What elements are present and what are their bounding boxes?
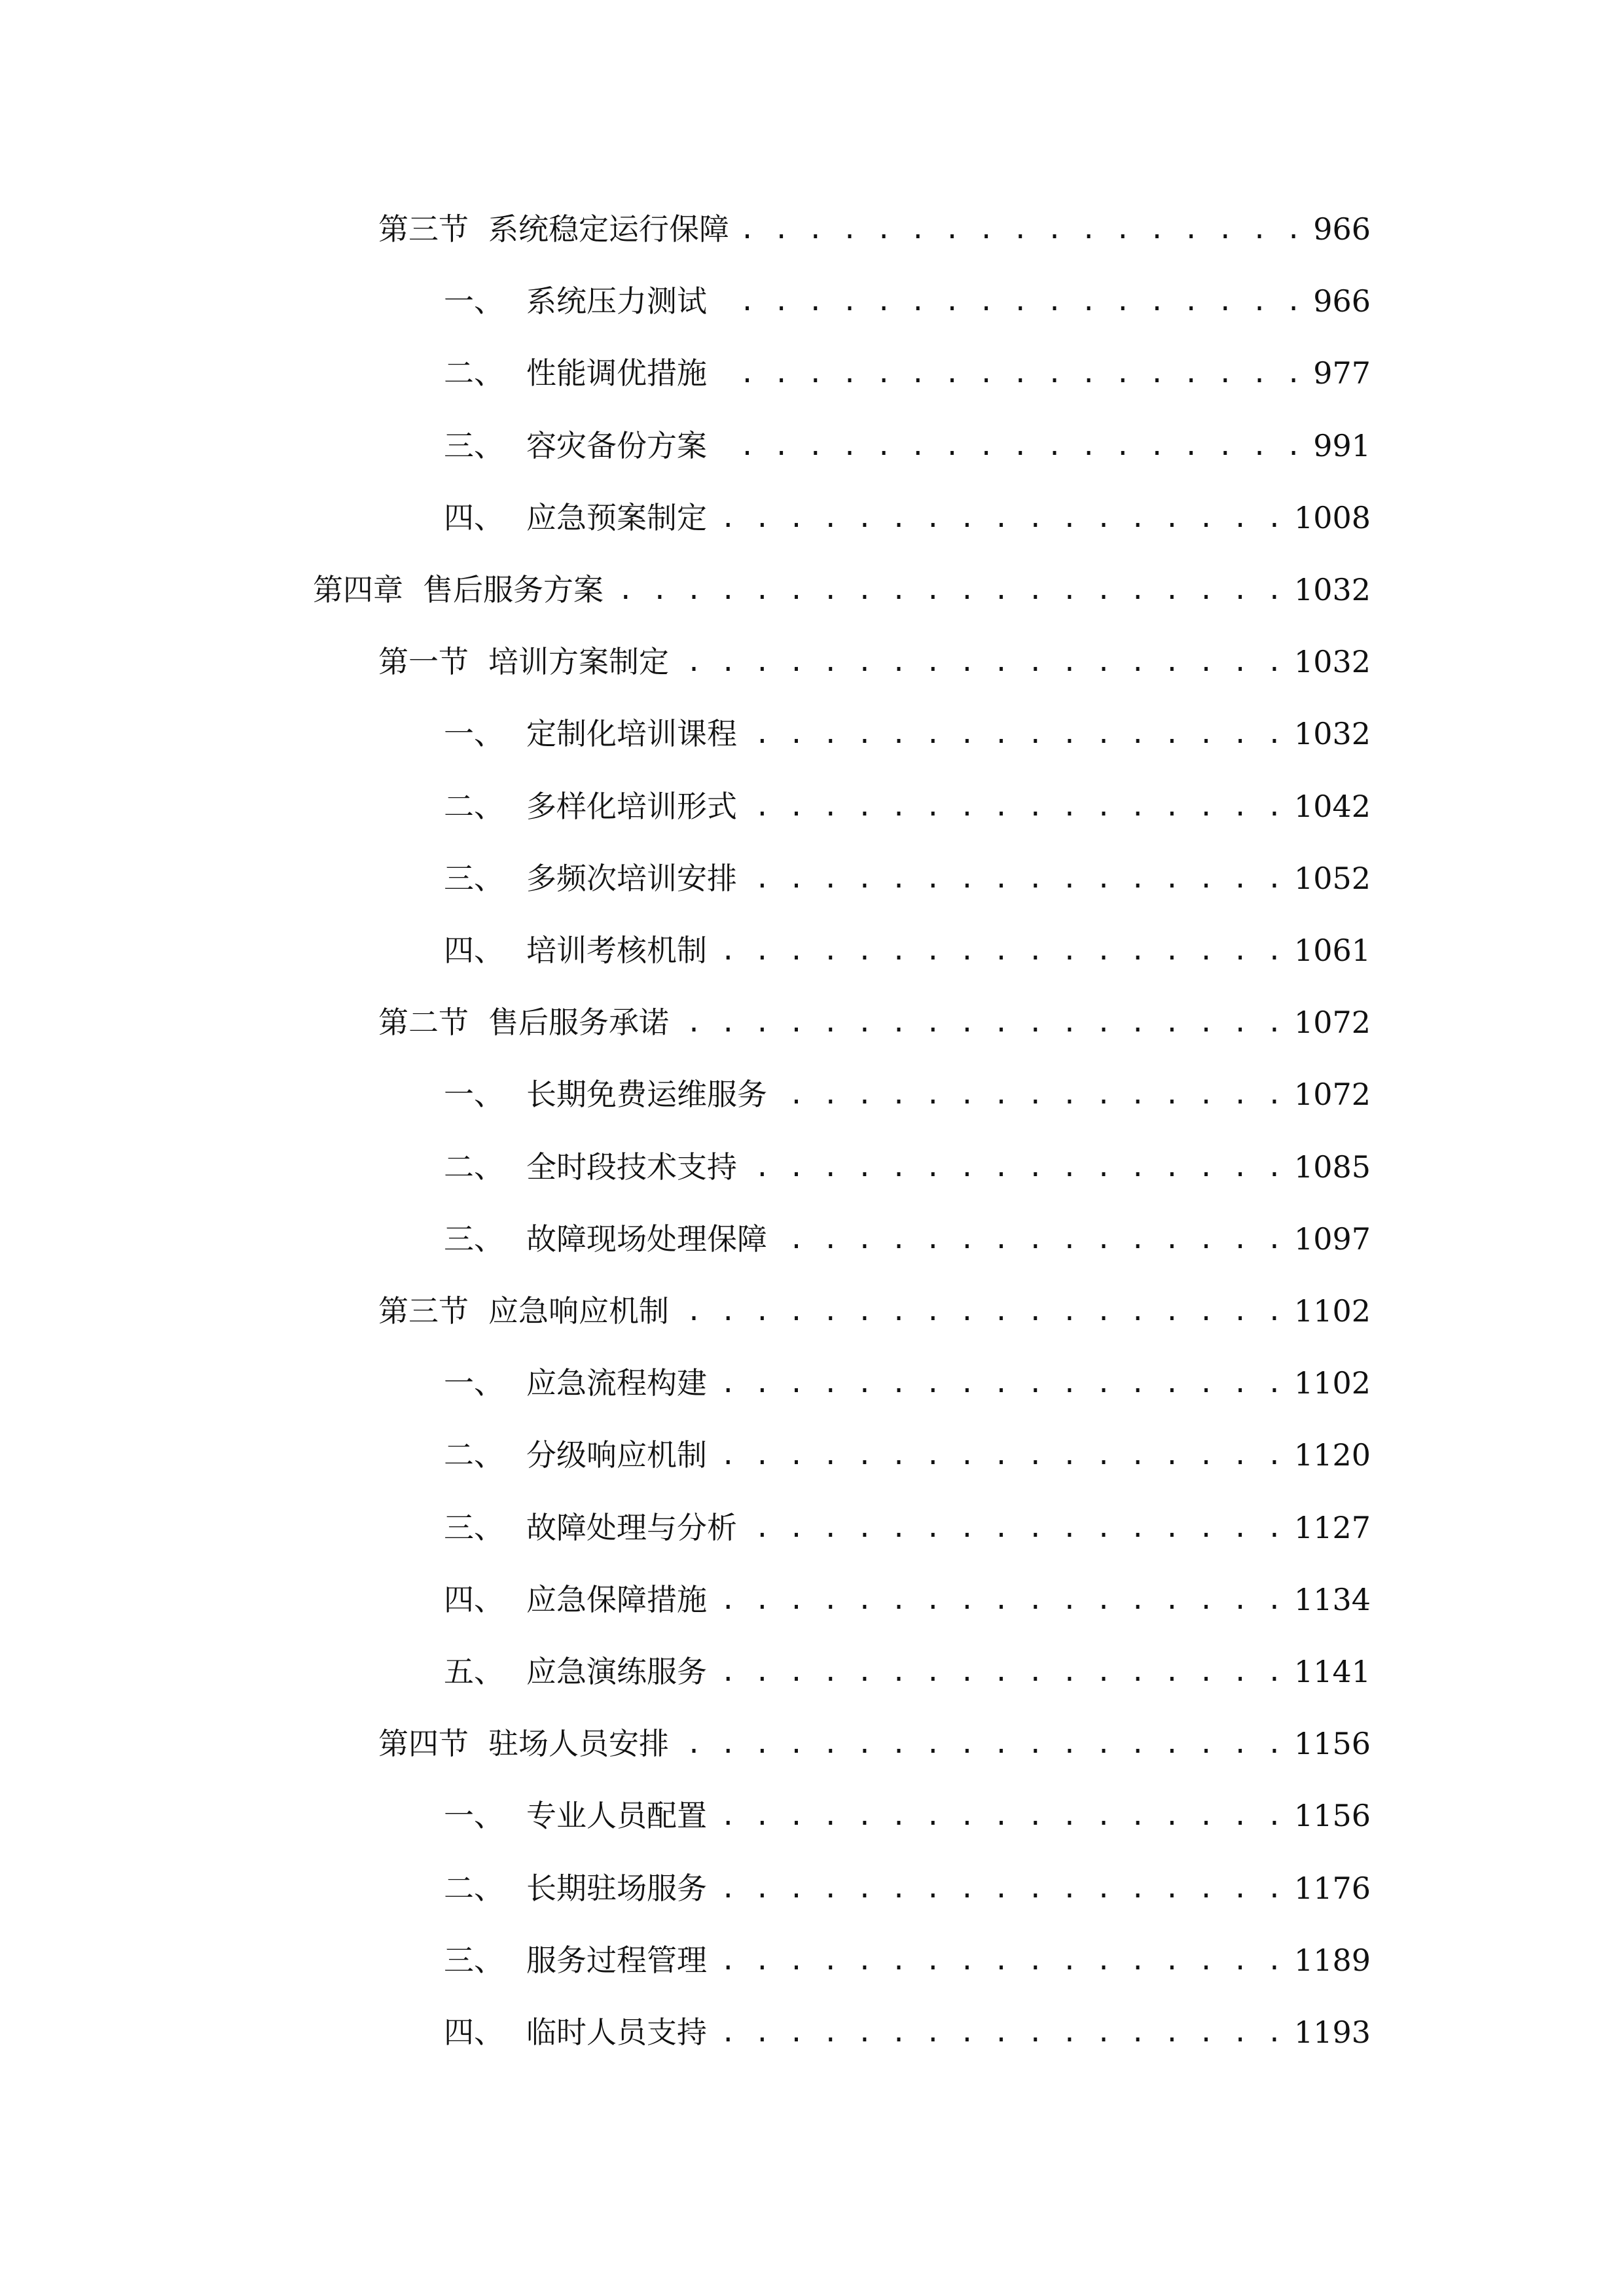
- toc-dot-leader: [716, 1873, 1284, 1903]
- toc-entry[interactable]: [313, 554, 1371, 626]
- toc-entry-page-number: 1141: [1293, 1654, 1371, 1689]
- toc-entry-title: 应急流程构建: [526, 1365, 707, 1401]
- toc-entry-number: 第三节: [378, 1293, 469, 1329]
- toc-entry-page-number: 1032: [1293, 572, 1371, 607]
- toc-entry-number: 四、: [444, 1581, 504, 1617]
- toc-entry[interactable]: [444, 410, 1371, 482]
- toc-entry[interactable]: [444, 842, 1371, 914]
- toc-entry-title: 系统压力测试: [526, 283, 707, 319]
- toc-entry-title: 培训考核机制: [526, 933, 707, 968]
- toc-dot-leader: [746, 1152, 1284, 1182]
- toc-dot-leader: [678, 647, 1284, 677]
- toc-entry-number: 第四节: [378, 1726, 469, 1762]
- toc-entry-number: 二、: [444, 355, 504, 391]
- toc-entry-page-number: 1042: [1293, 788, 1371, 824]
- toc-dot-leader: [613, 575, 1284, 605]
- toc-entry-number: 四、: [444, 499, 504, 535]
- toc-entry-title: 驻场人员安排: [488, 1726, 669, 1762]
- toc-entry-page-number: 1008: [1293, 499, 1371, 535]
- toc-entry-title: 应急预案制定: [526, 499, 707, 535]
- toc-dot-leader: [716, 431, 1303, 461]
- toc-entry-number: 二、: [444, 1149, 504, 1185]
- toc-entry-page-number: 1032: [1293, 716, 1371, 752]
- toc-entry-page-number: 1176: [1293, 1870, 1371, 1906]
- toc-entry[interactable]: [444, 1347, 1371, 1419]
- toc-entry-page-number: 1156: [1293, 1726, 1371, 1762]
- toc-entry-title: 应急响应机制: [488, 1293, 669, 1329]
- toc-entry-number: 第四章: [313, 572, 403, 607]
- toc-entry[interactable]: [444, 1564, 1371, 1636]
- toc-dot-leader: [746, 719, 1284, 749]
- toc-dot-leader: [746, 791, 1284, 821]
- toc-dot-leader: [776, 1224, 1284, 1254]
- toc-dot-leader: [716, 358, 1303, 388]
- toc-entry-number: 第三节: [378, 211, 469, 247]
- toc-entry[interactable]: [444, 914, 1371, 986]
- toc-entry-page-number: 1120: [1293, 1437, 1371, 1473]
- toc-entry-number: 一、: [444, 1365, 504, 1401]
- toc-dot-leader: [716, 1585, 1284, 1615]
- toc-entry[interactable]: [444, 698, 1371, 770]
- toc-entry-title: 定制化培训课程: [526, 716, 737, 752]
- toc-entry-title: 售后服务方案: [423, 572, 604, 607]
- toc-entry-number: 一、: [444, 716, 504, 752]
- toc-entry[interactable]: [378, 1708, 1371, 1780]
- toc-entry-page-number: 977: [1313, 355, 1371, 391]
- toc-entry-title: 培训方案制定: [488, 644, 669, 680]
- toc-entry-title: 长期驻场服务: [526, 1870, 707, 1906]
- toc-entry[interactable]: [444, 1924, 1371, 1996]
- toc-entry-title: 服务过程管理: [526, 1942, 707, 1978]
- toc-entry-title: 售后服务承诺: [488, 1005, 669, 1041]
- toc-entry-page-number: 1193: [1293, 2015, 1371, 2050]
- toc-dot-leader: [776, 1079, 1284, 1109]
- toc-entry-page-number: 1072: [1293, 1005, 1371, 1041]
- toc-entry-page-number: 1189: [1293, 1942, 1371, 1978]
- toc-entry-page-number: 966: [1313, 211, 1371, 247]
- toc-entry-title: 系统稳定运行保障: [488, 211, 729, 247]
- toc-dot-leader: [716, 2017, 1284, 2047]
- toc-dot-leader: [678, 1007, 1284, 1037]
- toc-entry[interactable]: [444, 770, 1371, 842]
- toc-entry-title: 性能调优措施: [526, 355, 707, 391]
- toc-entry-page-number: 991: [1313, 427, 1371, 463]
- toc-entry[interactable]: [444, 482, 1371, 554]
- toc-dot-leader: [738, 214, 1303, 244]
- toc-entry-title: 全时段技术支持: [526, 1149, 737, 1185]
- toc-dot-leader: [678, 1296, 1284, 1326]
- toc-entry-number: 三、: [444, 1509, 504, 1545]
- toc-entry[interactable]: [378, 1275, 1371, 1347]
- toc-entry-title: 临时人员支持: [526, 2015, 707, 2050]
- toc-entry-number: 三、: [444, 1221, 504, 1257]
- toc-entry[interactable]: [444, 1203, 1371, 1275]
- toc-entry[interactable]: [444, 1419, 1371, 1491]
- toc-entry-title: 专业人员配置: [526, 1798, 707, 1834]
- toc-dot-leader: [716, 935, 1284, 965]
- toc-entry-page-number: 1032: [1293, 644, 1371, 680]
- toc-entry[interactable]: [378, 626, 1371, 698]
- toc-entry-number: 第二节: [378, 1005, 469, 1041]
- toc-entry-page-number: 1156: [1293, 1798, 1371, 1834]
- toc-entry-page-number: 1134: [1293, 1581, 1371, 1617]
- toc-dot-leader: [716, 1801, 1284, 1831]
- toc-entry-number: 一、: [444, 1077, 504, 1113]
- toc-entry-page-number: 1102: [1293, 1365, 1371, 1401]
- toc-entry-title: 故障现场处理保障: [526, 1221, 767, 1257]
- toc-entry[interactable]: [444, 1852, 1371, 1924]
- toc-entry-number: 一、: [444, 1798, 504, 1834]
- toc-entry-title: 应急演练服务: [526, 1654, 707, 1689]
- toc-entry-title: 多样化培训形式: [526, 788, 737, 824]
- toc-entry-number: 第一节: [378, 644, 469, 680]
- toc-dot-leader: [716, 1945, 1284, 1975]
- toc-entry-page-number: 1072: [1293, 1077, 1371, 1113]
- toc-entry-title: 多频次培训安排: [526, 860, 737, 896]
- toc-entry[interactable]: [444, 1636, 1371, 1708]
- toc-entry-title: 应急保障措施: [526, 1581, 707, 1617]
- toc-entry-number: 二、: [444, 1870, 504, 1906]
- toc-entry[interactable]: [444, 1131, 1371, 1203]
- toc-dot-leader: [716, 503, 1284, 533]
- toc-dot-leader: [716, 1657, 1284, 1687]
- toc-dot-leader: [716, 1440, 1284, 1470]
- toc-entry-title: 分级响应机制: [526, 1437, 707, 1473]
- toc-dot-leader: [716, 286, 1303, 316]
- toc-dot-leader: [746, 863, 1284, 893]
- toc-entry[interactable]: [444, 1492, 1371, 1564]
- toc-entry-page-number: 1102: [1293, 1293, 1371, 1329]
- toc-entry-number: 三、: [444, 1942, 504, 1978]
- toc-entry-number: 四、: [444, 2015, 504, 2050]
- toc-entry[interactable]: [444, 337, 1371, 409]
- toc-entry[interactable]: [444, 1058, 1371, 1130]
- toc-entry-page-number: 1085: [1293, 1149, 1371, 1185]
- toc-entry-title: 故障处理与分析: [526, 1509, 737, 1545]
- toc-entry[interactable]: [378, 986, 1371, 1058]
- toc-entry-title: 容灾备份方案: [526, 427, 707, 463]
- toc-entry-number: 三、: [444, 427, 504, 463]
- toc-entry[interactable]: [444, 1780, 1371, 1852]
- toc-entry-number: 五、: [444, 1654, 504, 1689]
- toc-entry-number: 二、: [444, 788, 504, 824]
- toc-entry-number: 三、: [444, 860, 504, 896]
- toc-dot-leader: [716, 1368, 1284, 1398]
- toc-entry-page-number: 966: [1313, 283, 1371, 319]
- toc-dot-leader: [746, 1513, 1284, 1543]
- toc-entry-page-number: 1097: [1293, 1221, 1371, 1257]
- toc-entry-title: 长期免费运维服务: [526, 1077, 767, 1113]
- toc-entry[interactable]: [378, 193, 1371, 265]
- toc-dot-leader: [678, 1729, 1284, 1759]
- toc-entry-number: 四、: [444, 933, 504, 968]
- toc-entry-page-number: 1127: [1293, 1509, 1371, 1545]
- toc-entry-page-number: 1061: [1293, 933, 1371, 968]
- toc-entry-number: 一、: [444, 283, 504, 319]
- toc-entry-number: 二、: [444, 1437, 504, 1473]
- toc-entry-page-number: 1052: [1293, 860, 1371, 896]
- toc-entry[interactable]: [444, 265, 1371, 337]
- toc-entry[interactable]: [444, 1996, 1371, 2068]
